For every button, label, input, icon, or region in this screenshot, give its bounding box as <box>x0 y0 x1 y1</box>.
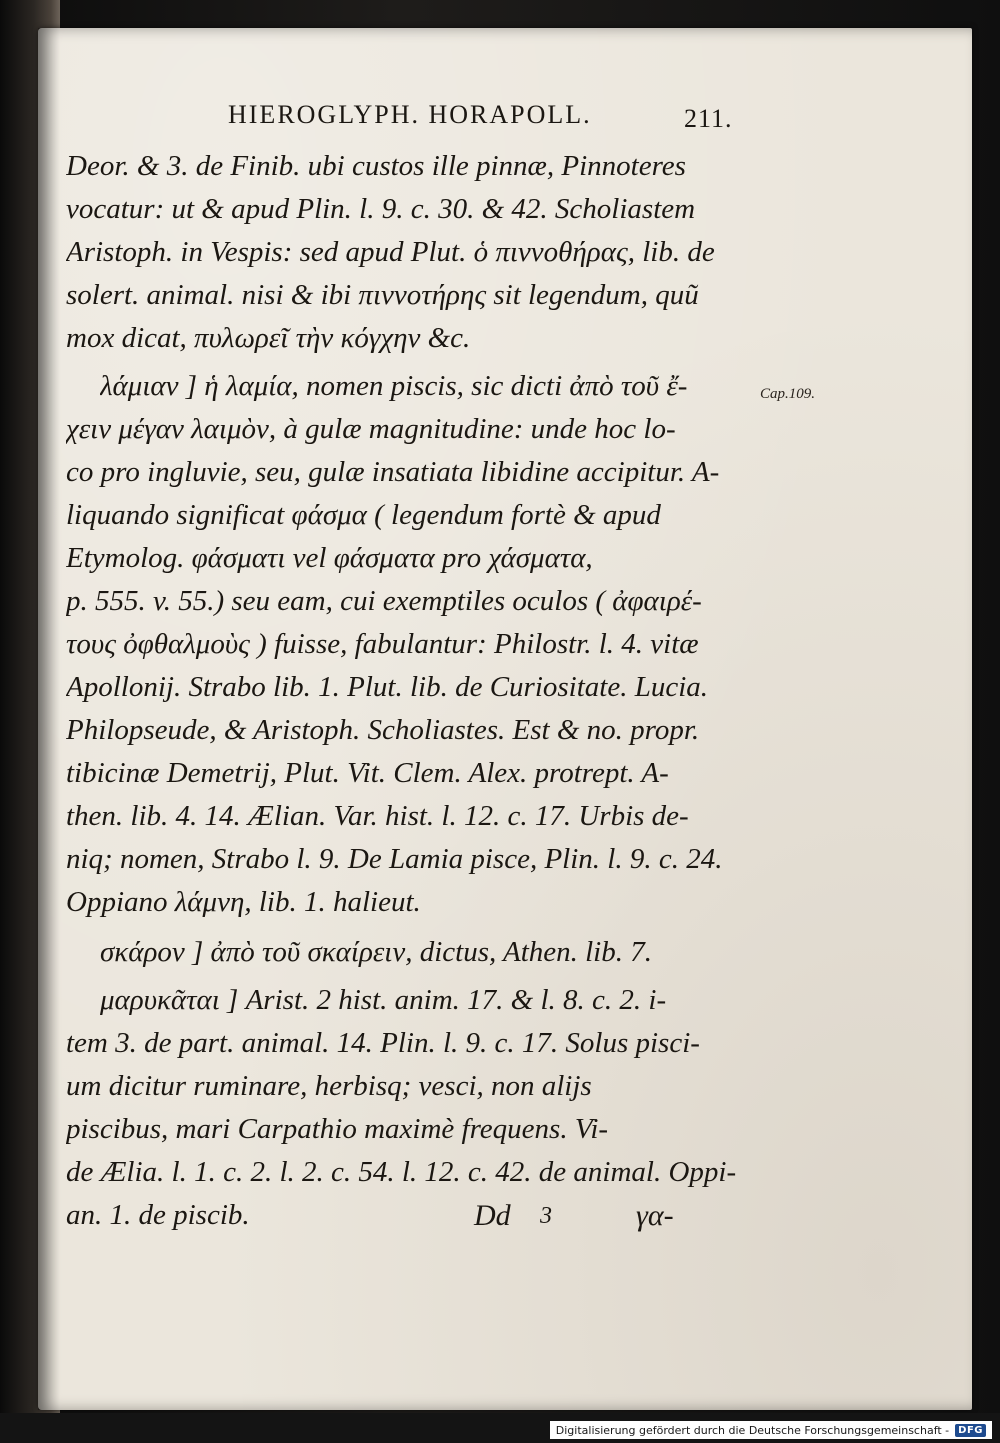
running-head: HIEROGLYPH. HORAPOLL. <box>228 100 592 129</box>
text-line: liquando significat φάσμα ( legendum fortè & apud <box>66 499 661 531</box>
text-line: de Ælia. l. 1. c. 2. l. 2. c. 54. l. 12. c. 42. de animal. Oppi- <box>66 1156 737 1188</box>
text-line: co pro ingluvie, seu, gulæ insatiata libidine accipitur. A- <box>66 456 720 488</box>
text-line: tem 3. de part. animal. 14. Plin. l. 9. c. 17. Solus pisci- <box>66 1027 700 1059</box>
text-line: Philopseude, & Aristoph. Scholiastes. Est & no. propr. <box>66 714 700 746</box>
text-line: λάμιαν ] ἡ λαμία, nomen piscis, sic dicti ἀπὸ τοῦ ἔ- <box>100 370 688 402</box>
text-line: χειν μέγαν λαιμὸν, à gulæ magnitudine: unde hoc lo- <box>66 413 676 445</box>
text-line: Deor. & 3. de Finib. ubi custos ille pinnæ, Pinnoteres <box>66 150 686 182</box>
text-line: tibicinæ Demetrij, Plut. Vit. Clem. Alex. protrept. A- <box>66 757 669 789</box>
funding-credit-text: Digitalisierung gefördert durch die Deutsche Forschungsgemeinschaft - <box>555 1423 950 1437</box>
text-line: niq; nomen, Strabo l. 9. De Lamia pisce, Plin. l. 9. c. 24. <box>66 843 723 875</box>
page-number: 211. <box>684 104 733 133</box>
text-line: vocatur: ut & apud Plin. l. 9. c. 30. & 42. Scholiastem <box>66 193 696 225</box>
margin-note: Cap.109. <box>760 386 816 402</box>
text-line: Aristoph. in Vespis: sed apud Plut. ὁ πιννοθήρας, lib. de <box>66 236 715 268</box>
text-line: solert. animal. nisi & ibi πιννοτήρης sit legendum, quũ <box>66 279 699 311</box>
catchword: γα- <box>636 1199 674 1232</box>
text-line: Apollonij. Strabo lib. 1. Plut. lib. de Curiositate. Lucia. <box>66 671 709 703</box>
dfg-logo: DFG <box>955 1424 986 1437</box>
text-line: p. 555. v. 55.) seu eam, cui exemptiles oculos ( ἀφαιρέ- <box>66 585 702 617</box>
text-line: τους ὀφθαλμοὺς ) fuisse, fabulantur: Philostr. l. 4. vitæ <box>66 628 699 660</box>
text-line: an. 1. de piscib. <box>66 1199 250 1231</box>
text-line: then. lib. 4. 14. Ælian. Var. hist. l. 12. c. 17. Urbis de- <box>66 800 689 832</box>
text-line: mox dicat, πυλωρεῖ τὴν κόγχην &c. <box>66 322 471 354</box>
signature-number: 3 <box>540 1203 552 1229</box>
signature-mark: Dd <box>474 1199 511 1232</box>
text-line: Oppiano λάμνη, lib. 1. halieut. <box>66 886 421 918</box>
text-line: Etymolog. φάσματι vel φάσματα pro χάσματα, <box>66 542 593 574</box>
funding-credit <box>550 1421 992 1439</box>
text-line: um dicitur ruminare, herbisq; vesci, non alijs <box>66 1070 592 1102</box>
text-line: piscibus, mari Carpathio maximè frequens. Vi- <box>66 1113 609 1145</box>
page-fold-shadow <box>38 28 60 1410</box>
text-line: μαρυκᾶται ] Arist. 2 hist. anim. 17. & l. 8. c. 2. i- <box>100 984 667 1016</box>
text-line: σκάρον ] ἀπὸ τοῦ σκαίρειν, dictus, Athen. lib. 7. <box>100 936 652 968</box>
